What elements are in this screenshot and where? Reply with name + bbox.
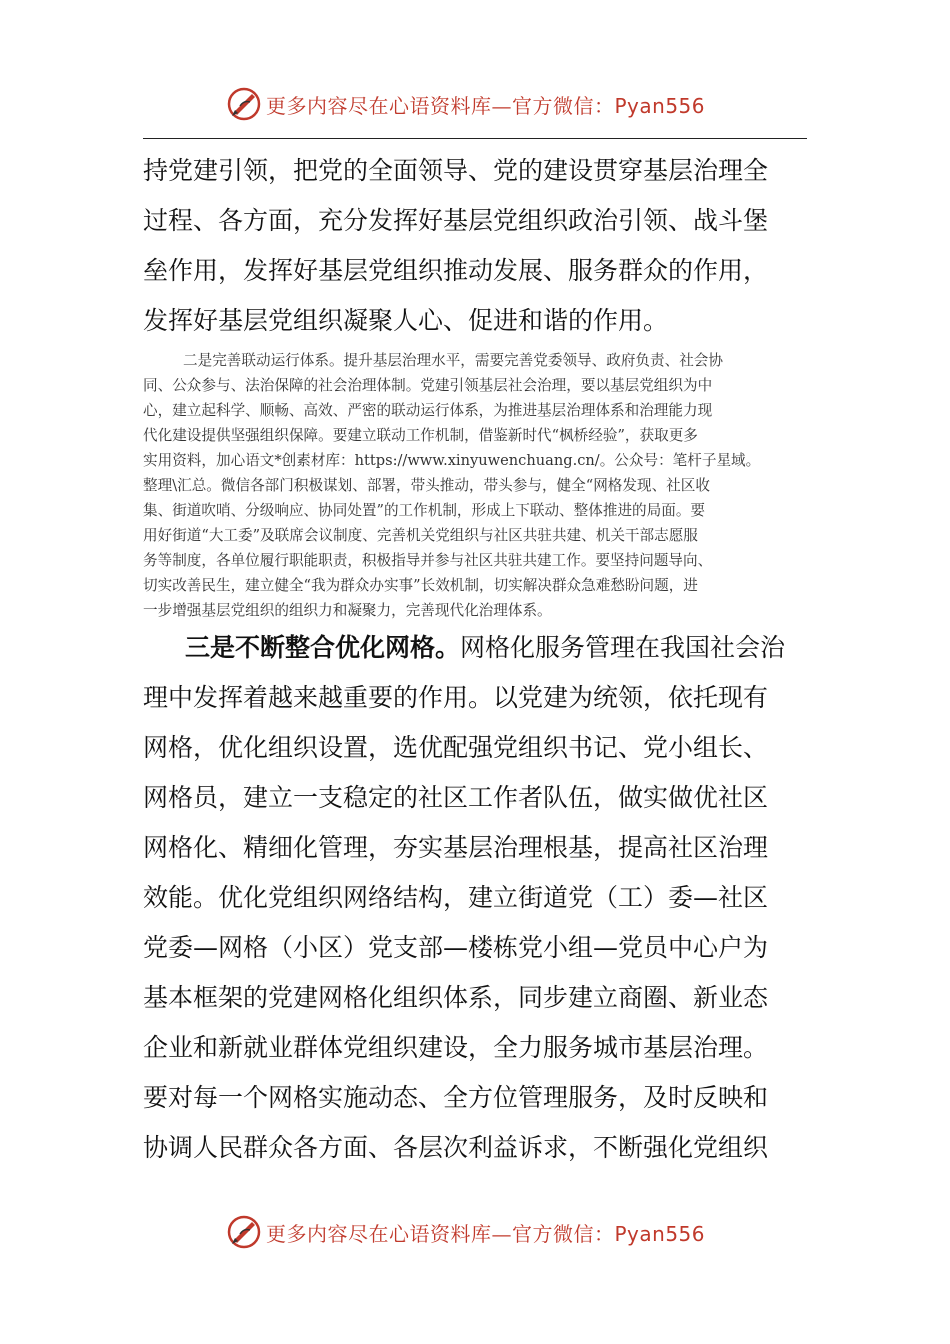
text-line: 同、公众参与、法治保障的社会治理体制。党建引领基层社会治理，要以基层党组织为中 [143, 377, 713, 394]
text-span: 网格化服务管理在我国社会治 [460, 633, 786, 662]
pen-logo-icon [226, 1214, 262, 1250]
footer-banner [0, 1212, 950, 1252]
footer-title: 更多内容尽在心语资料库—官方微信：Pyan556 [266, 1221, 706, 1246]
text-line: 集、街道吹哨、分级响应、协同处置”的工作机制，形成上下联动、整体推进的局面。要 [143, 502, 706, 519]
text-line: 网格员，建立一支稳定的社区工作者队伍，做实做优社区 [143, 783, 769, 812]
text-line: 效能。优化党组织网络结构，建立街道党（工）委—社区 [143, 883, 769, 912]
text-line: 网格，优化组织设置，选优配强党组织书记、党小组长、 [143, 733, 769, 762]
text-line: 理中发挥着越来越重要的作用。以党建为统领，依托现有 [143, 683, 769, 712]
text-line: 网格化、精细化管理，夯实基层治理根基，提高社区治理 [143, 833, 769, 862]
text-line: 基本框架的党建网格化组织体系，同步建立商圈、新业态 [143, 983, 769, 1012]
text-line: 整理\汇总。微信各部门积极谋划、部署，带头推动，带头参与，健全“网格发现、社区收 [143, 477, 710, 494]
section-heading: 三是不断整合优化网格。 [185, 633, 461, 662]
text-line: 用好街道“大工委”及联席会议制度、完善机关党组织与社区共驻共建、机关干部志愿服 [143, 527, 698, 544]
text-line: 要对每一个网格实施动态、全方位管理服务，及时反映和 [143, 1083, 769, 1112]
text-line: 持党建引领，把党的全面领导、党的建设贯穿基层治理全 [143, 156, 769, 185]
wechat-id: Pyan556 [614, 93, 706, 118]
paragraph-2 [143, 348, 807, 623]
text-line: 二是完善联动运行体系。提升基层治理水平，需要完善党委领导、政府负责、社会协 [183, 352, 723, 369]
pen-logo-icon [226, 86, 262, 122]
text-line: 过程、各方面，充分发挥好基层党组织政治引领、战斗堡 [143, 206, 769, 235]
text-line: 实用资料，加心语文*创素材库：https://www.xinyuwenchuang.cn/。公众号：笔杆子星域。 [143, 452, 761, 469]
text-line: 协调人民群众各方面、各层次利益诉求，不断强化党组织 [143, 1133, 769, 1162]
text-line: 务等制度，各单位履行职能职责，积极指导并参与社区共驻共建工作。要坚持问题导向、 [143, 552, 713, 569]
header-divider [143, 138, 807, 139]
banner-title: 更多内容尽在心语资料库—官方微信：Pyan556 [266, 93, 706, 118]
wechat-id: Pyan556 [614, 1221, 706, 1246]
text-line: 垒作用，发挥好基层党组织推动发展、服务群众的作用， [143, 256, 769, 285]
text-line: 一步增强基层党组织的组织力和凝聚力，完善现代化治理体系。 [143, 602, 552, 619]
text-line: 心，建立起科学、顺畅、高效、严密的联动运行体系，为推进基层治理体系和治理能力现 [143, 402, 713, 419]
text-line: 代化建设提供坚强组织保障。要建立联动工作机制，借鉴新时代“枫桥经验”，获取更多 [143, 427, 698, 444]
header-banner [0, 84, 950, 124]
text-line: 企业和新就业群体党组织建设，全力服务城市基层治理。 [143, 1033, 769, 1062]
text-line: 切实改善民生，建立健全“我为群众办实事”长效机制，切实解决群众急难愁盼问题，进 [143, 577, 698, 594]
text-line: 党委—网格（小区）党支部—楼栋党小组—党员中心户为 [143, 933, 769, 962]
text-line [143, 623, 807, 673]
paragraph-3 [143, 623, 807, 1173]
text-line: 发挥好基层党组织凝聚人心、促进和谐的作用。 [143, 306, 669, 335]
paragraph-1 [143, 146, 807, 346]
